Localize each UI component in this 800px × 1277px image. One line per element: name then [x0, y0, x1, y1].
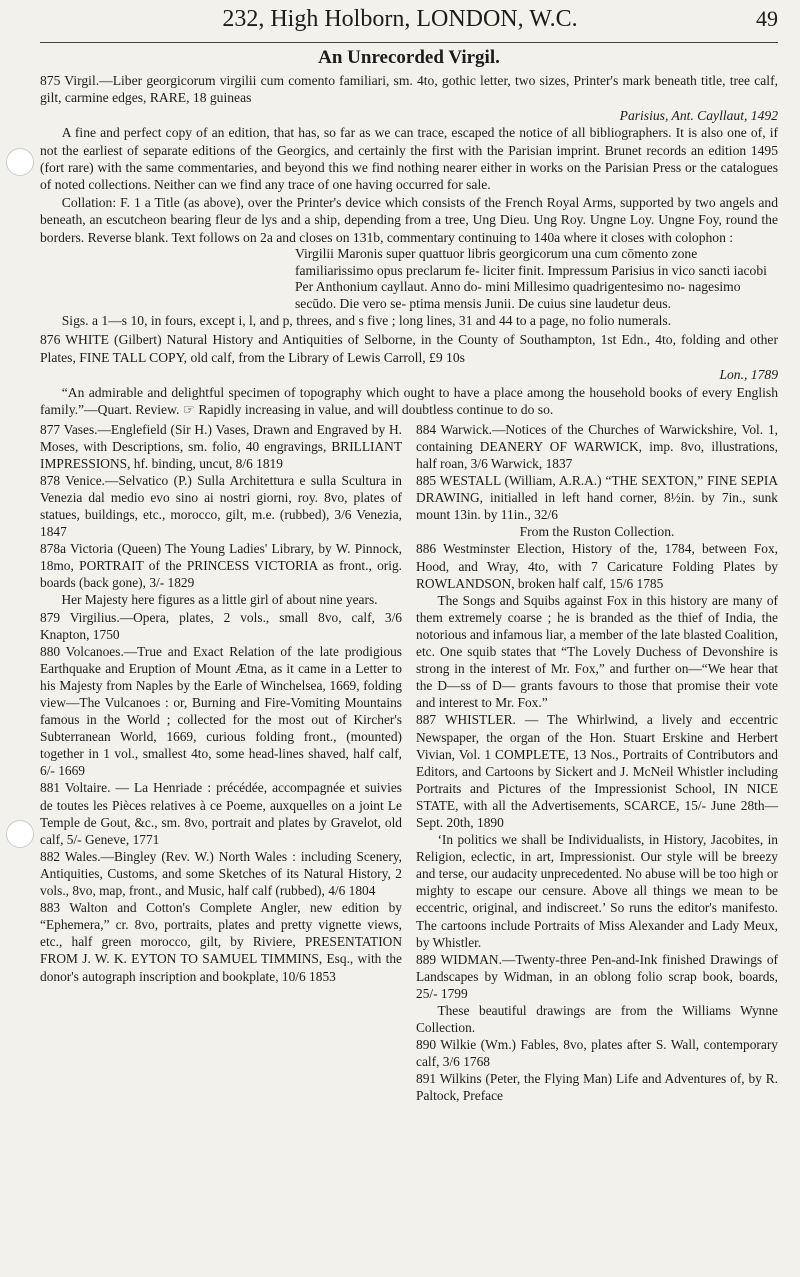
entry-889: 889 WIDMAN.—Twenty-three Pen-and-Ink finished Drawings of Landscapes by Widman, in an oblong folio scrap book, boards, 25/- 1799: [416, 951, 778, 1001]
header-address: 232, High Holborn, LONDON, W.C.: [222, 6, 578, 32]
running-header: [0, 6, 800, 33]
header-rule: [40, 42, 778, 43]
entry-882: 882 Wales.—Bingley (Rev. W.) North Wales : including Scenery, Antiquities, Customs, and some Sketches of its Natural History, 2 vols., 8vo, map, front., and Music, half calf (rubbed), 4/6 1804: [40, 848, 402, 899]
entry-878a-note: Her Majesty here figures as a little girl of about nine years.: [61, 592, 378, 608]
entry-887: 887 WHISTLER. — The Whirlwind, a lively and eccentric Newspaper, the organ of the Hon. Stuart Erskine and Herbert Vivian, Vol. 1 COMPLETE, 13 Nos., Portraits of Contributors and Editors, and Cartoons by Sickert and J. McNeil Whistler including Portraits and Pictures of the Impressionist School, IN NICE STATE, with all the Advertisements, SCARCE, 15/- June 28th—Sept. 20th, 1890: [416, 712, 778, 830]
entry-875-place: Parisius, Ant. Cayllaut, 1492: [619, 107, 778, 123]
entry-876-place: Lon., 1789: [719, 367, 778, 383]
entry-875-description: A fine and perfect copy of an edition, that has, so far as we can trace, escaped the notice of all bibliographers. It is also one of, if not the earliest of separate editions of the Georgics, and certainly the first with the Parisian imprint. Brunet records an edition 1495 (fort rare) with the same commentaries, and beyond this we find nothing nearer either in works on the Parisian Press or the catalogues of noted collections. Neither can we find any trace of one having occurred for sale.: [40, 125, 778, 193]
left-column: [40, 421, 402, 1105]
entry-886-note: The Songs and Squibs against Fox in this history are many of them extremely coarse ; he is branded as the thief of India, the notorious and infamous liar, a member of the late blasted Coalition, etc. One squib states that “The Lovely Duchess of Devonshire is strong in the interest of Mr. Fox,” and further on—“We hear that the D—ss of D— grants favours to those that promise their vote and interest to Mr. Fox.”: [416, 592, 778, 711]
entry-876-head: 876 WHITE (Gilbert) Natural History and Antiquities of Selborne, in the County of Southampton, 1st Edn., 4to, folding and other Plates, FINE TALL COPY, old calf, from the Library of Lewis Carroll, £9 10s: [40, 332, 778, 365]
entry-889-note: These beautiful drawings are from the Williams Wynne Collection.: [416, 1003, 778, 1036]
page-number: 49: [756, 6, 778, 31]
entry-880: 880 Volcanoes.—True and Exact Relation of the late prodigious Earthquake and Eruption of Mount Ætna, as it came in a Letter to his Majesty from Naples by the Earle of Winchelsea, 1669, folding view—The Vulcanoes : or, Burning and Fire-Vomiting Mountains famous in the World ; collected for the most out of Kircher's Subterranean World, 1669, curious folding front., (mounted) together in 1 vol., smallest 4to, some head-lines shaved, half calf, 6/- 1669: [40, 643, 402, 779]
entry-885-note: From the Ruston Collection.: [519, 524, 675, 540]
entry-877: 877 Vases.—Englefield (Sir H.) Vases, Drawn and Engraved by H. Moses, with Descriptions, sm. folio, 40 engravings, BRILLIANT IMPRESSIONS, hf. binding, uncut, 8/6 1819: [40, 421, 402, 471]
entry-876-quote: “An admirable and delightful specimen of topography which ought to have a place among the household books of every English family.”—Quart. Review. ☞ Rapidly increasing in value, and will doubtless continue to do so.: [40, 384, 778, 418]
entry-891: 891 Wilkins (Peter, the Flying Man) Life and Adventures of, by R. Paltock, Preface: [416, 1071, 778, 1104]
entry-885: 885 WESTALL (William, A.R.A.) “THE SEXTON,” FINE SEPIA DRAWING, initialled in left hand corner, 8½in. by 7in., sunk mount 13in. by 11in., 32/6: [416, 472, 778, 522]
section-title: An Unrecorded Virgil.: [318, 47, 500, 68]
entry-878: 878 Venice.—Selvatico (P.) Sulla Architettura e sulla Scultura in Venezia dal medio evo sino ai nostri giorni, roy. 8vo, plates of statues, buildings, etc., morocco, gilt, m.e. (rubbed), 3/6 Venezia, 1847: [40, 472, 402, 540]
entry-875-collation: Collation: F. 1 a Title (as above), over the Printer's device which consists of the French Royal Arms, supported by two angels and beneath, an escutcheon bearing fleur de lys and a ship, depending from a tree, Ung Dieu. Ung Roy. Ungne Loy. Ungne Foy, round the borders. Reverse blank. Text follows on 2a and closes on 131b, commentary continuing to 140a where it closes with colophon :: [40, 194, 778, 245]
entry-883: 883 Walton and Cotton's Complete Angler, new edition by “Ephemera,” cr. 8vo, portraits, plates and pretty vignette views, etc., half green morocco, gilt, by Riviere, PRESENTATION FROM J. W. K. EYTON TO SAMUEL TIMMINS, Esq., with the donor's autograph inscription and bookplate, 10/6 1853: [40, 900, 402, 984]
entry-875-head: 875 Virgil.—Liber georgicorum virgilii cum comento familiari, sm. 4to, gothic letter, two sizes, Printer's mark beneath title, tree calf, gilt, carmine edges, RARE, 18 guineas: [40, 73, 778, 106]
binding-hole: [6, 820, 34, 848]
binding-holes: [0, 0, 40, 1277]
entry-879: 879 Virgilius.—Opera, plates, 2 vols., small 8vo, calf, 3/6 Knapton, 1750: [40, 609, 402, 642]
entry-878a: 878a Victoria (Queen) The Young Ladies' Library, by W. Pinnock, 18mo, PORTRAIT of the PRINCESS VICTORIA as front., orig. boards (back gone), 3/- 1829: [40, 541, 402, 591]
page-content: [40, 46, 778, 1105]
entry-875-colophon: Virgilii Maronis super quattuor libris georgicorum una cum cōmento zone familiarissimo opus preclarum fe- liciter finit. Impressum Parisius in vico sancti iacobi Per Anthonium cayllaut. Anno do- mini Millesimo quadrigentesimo no- nagesimo secūdo. Die vero se- ptima mensis Junii. De cuius sine laudetur deus.: [295, 246, 767, 311]
two-column-listing: [40, 421, 778, 1105]
right-column: [416, 421, 778, 1105]
entry-887-note: ‘In politics we shall be Individualists, in History, Jacobites, in Religion, eclectic, in art, Impressionist. Our style will be breezy and terse, our audacity unprecedented. No abuse will be too high or mighty to escape our censure. Above all things we mean to be eccentric, original, and indiscreet.’ So runs the editor's manifesto. The cartoons include Portraits of Miss Alexander and Lady Meux, by Whistler.: [416, 832, 778, 950]
entry-875-signatures: Sigs. a 1—s 10, in fours, except i, l, and p, threes, and s five ; long lines, 31 and 44 to a page, no folio numerals.: [61, 313, 672, 329]
entry-881: 881 Voltaire. — La Henriade : précédée, accompagnée et suivies de toutes les Pièces relatives à ce Poeme, auxquelles on a joint Le Temple de Gout, &c., sm. 8vo, portrait and plates by Gravelot, old calf, 5/- Geneve, 1771: [40, 780, 402, 847]
entry-886: 886 Westminster Election, History of the, 1784, between Fox, Hood, and Wray, 4to, with 7 Caricature Folding Plates by ROWLANDSON, broken half calf, 15/6 1785: [416, 541, 778, 591]
binding-hole: [6, 148, 34, 176]
entry-890: 890 Wilkie (Wm.) Fables, 8vo, plates after S. Wall, contemporary calf, 3/6 1768: [416, 1037, 778, 1070]
entry-884: 884 Warwick.—Notices of the Churches of Warwickshire, Vol. 1, containing DEANERY OF WARWICK, imp. 8vo, illustrations, half roan, 3/6 Warwick, 1837: [416, 421, 778, 471]
